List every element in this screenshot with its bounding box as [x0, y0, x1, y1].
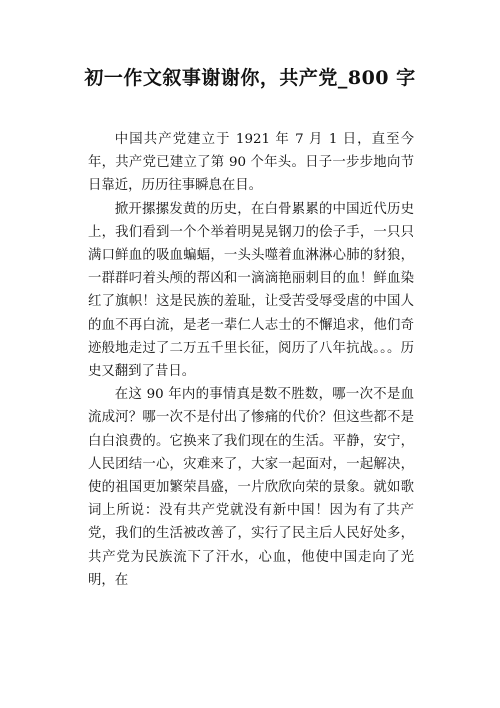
document-body: [88, 128, 414, 592]
paragraph: 在这 90 年内的事情真是数不胜数，哪一次不是血流成河？哪一次不是付出了惨痛的代价？但这些都不是白白浪费的。它换来了我们现在的生活。平静，安宁，人民团结一心，灾难来了，大家一起面对，一起解决，使的祖国更加繁荣昌盛，一片欣欣向荣的景象。就如歌词上所说：没有共产党就没有新中国！因为有了共产党，我们的生活被改善了，实行了民主后人民好处多，共产党为民族流下了汗水，心血，他使中国走向了光明，在: [88, 387, 414, 588]
document-title: 初一作文叙事谢谢你，共产党_800 字: [84, 67, 416, 89]
paragraph: 中国共产党建立于 1921 年 7 月 1 日，直至今年，共产党已建立了第 90 个年头。日子一步步地向节日靠近，历历往事瞬息在目。: [88, 132, 414, 194]
paragraph: 掀开摞摞发黄的历史，在白骨累累的中国近代历史上，我们看到一个个举着明晃晃钢刀的侩子手，一只只满口鲜血的吸血蝙蝠，一头头噬着血淋淋心肺的豺狼，一群群叼着头颅的帮凶和一滴滴艳丽刺目的血！鲜血染红了旗帜！这是民族的羞耻，让受苦受辱受虐的中国人的血不再白流，是老一辈仁人志士的不懈追求，他们奇迹般地走过了二万五千里长征，阅历了八年抗战。。。历史又翻到了昔日。: [88, 201, 414, 380]
